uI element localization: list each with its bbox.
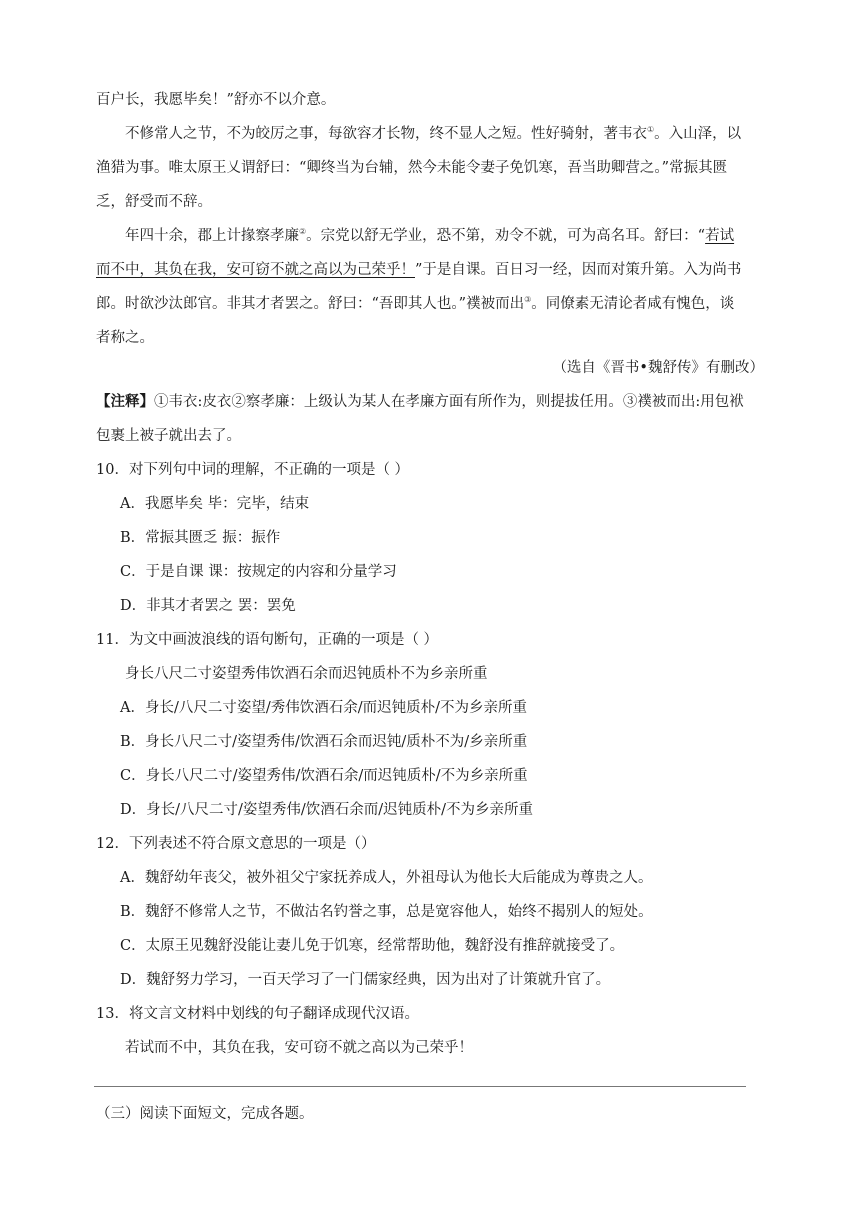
passage-text: 郎。时欲沙汰郎官。非其才者罢之。舒曰：“吾即其人也。”襆被而出 bbox=[96, 296, 525, 312]
question-10-stem: 10．对下列句中词的理解，不正确的一项是（ ） bbox=[96, 462, 410, 478]
passage-line bbox=[96, 192, 212, 212]
question-12-option-c: C．太原王见魏舒没能让妻儿免于饥寒，经常帮助他，魏舒没有推辞就接受了。 bbox=[120, 938, 625, 954]
footnote-ref: ① bbox=[647, 125, 655, 134]
source-citation: （选自《晋书•魏舒传》有删改） bbox=[552, 360, 764, 376]
question-10-option-d: D．非其才者罢之 罢：罢免 bbox=[120, 598, 296, 614]
question-12-option-a: A．魏舒幼年丧父，被外祖父宁家抚养成人，外祖母认为他长大后能成为尊贵之人。 bbox=[120, 870, 653, 886]
question-11-stem: 11．为文中画波浪线的语句断句，正确的一项是（ ） bbox=[96, 632, 439, 648]
notes-label: 【注释】 bbox=[96, 393, 154, 410]
passage-line bbox=[125, 226, 734, 246]
question-13-sentence: 若试而不中，其负在我，安可窃不就之高以为己荣乎！ bbox=[125, 1040, 473, 1056]
notes-line bbox=[96, 426, 241, 446]
passage-text: ”于是自课。百日习一经，因而对策升第。入为尚书 bbox=[415, 262, 742, 278]
question-12-stem: 12．下列表述不符合原文意思的一项是（） bbox=[96, 836, 376, 852]
section-heading: （三）阅读下面短文，完成各题。 bbox=[96, 1106, 314, 1122]
passage-line bbox=[96, 294, 734, 314]
passage-text: 百户长，我愿毕矣！”舒亦不以介意。 bbox=[96, 92, 336, 108]
passage-text: 。入山泽，以 bbox=[654, 126, 742, 142]
notes-line bbox=[96, 392, 744, 412]
question-11-option-a: A．身长/八尺二寸姿望/秀伟饮酒石余/而迟钝质朴/不为乡亲所重 bbox=[120, 700, 528, 716]
passage-line bbox=[125, 124, 741, 144]
footnote-ref: ③ bbox=[524, 295, 532, 304]
passage-text: 不修常人之节，不为皎厉之事，每欲容才长物，终不显人之短。性好骑射，著韦衣 bbox=[125, 126, 647, 142]
question-10-option-b: B．常振其匮乏 振：振作 bbox=[120, 530, 281, 546]
passage-text: 渔猎为事。唯太原王乂谓舒曰：“卿终当为台辅，然今未能令妻子免饥寒，吾当助卿营之。”常振其匮 bbox=[96, 160, 728, 176]
passage-line bbox=[96, 328, 154, 348]
passage-text: 年四十余，郡上计掾察孝廉 bbox=[125, 228, 299, 244]
question-12-option-b: B．魏舒不修常人之节，不做沽名钓誉之事，总是宽容他人，始终不揭别人的短处。 bbox=[120, 904, 653, 920]
passage-text: 乏，舒受而不辞。 bbox=[96, 194, 212, 210]
notes-text: ①韦衣:皮衣②察孝廉：上级认为某人在孝廉方面有所作为，则提拔任用。③襆被而出:用包袱 bbox=[154, 394, 744, 410]
question-13-stem: 13．将文言文材料中划线的句子翻译成现代汉语。 bbox=[96, 1006, 419, 1022]
passage-text: 。宗党以舒无学业，恐不第，劝令不就，可为高名耳。舒曰：“ bbox=[306, 228, 706, 244]
question-10-option-c: C．于是自课 课：按规定的内容和分量学习 bbox=[120, 564, 397, 580]
passage-line bbox=[96, 90, 335, 110]
question-10-option-a: A．我愿毕矣 毕：完毕，结束 bbox=[120, 496, 310, 512]
question-11-option-d: D．身长/八尺二寸/姿望秀伟/饮酒石余而/迟钝质朴/不为乡亲所重 bbox=[120, 802, 534, 818]
question-11-sentence: 身长八尺二寸姿望秀伟饮酒石余而迟钝质朴不为乡亲所重 bbox=[125, 666, 488, 682]
underlined-sentence: 而不中，其负在我，安可窃不就之高以为己荣乎！ bbox=[96, 262, 415, 278]
passage-text: 者称之。 bbox=[96, 330, 154, 346]
passage-line bbox=[96, 158, 727, 178]
underlined-sentence: 若试 bbox=[705, 228, 735, 244]
footnote-ref: ② bbox=[299, 227, 307, 236]
passage-line bbox=[96, 260, 741, 280]
notes-text: 包裹上被子就出去了。 bbox=[96, 428, 241, 444]
question-11-option-c: C．身长八尺二寸/姿望秀伟/饮酒石余/而迟钝质朴/不为乡亲所重 bbox=[120, 768, 528, 784]
answer-line[interactable] bbox=[94, 1086, 746, 1087]
question-12-option-d: D．魏舒努力学习，一百天学习了一门儒家经典，因为出对了计策就升官了。 bbox=[120, 972, 611, 988]
passage-text: 。同僚素无清论者咸有愧色，谈 bbox=[531, 296, 735, 312]
question-11-option-b: B．身长八尺二寸/姿望秀伟/饮酒石余而迟钝/质朴不为/乡亲所重 bbox=[120, 734, 528, 750]
